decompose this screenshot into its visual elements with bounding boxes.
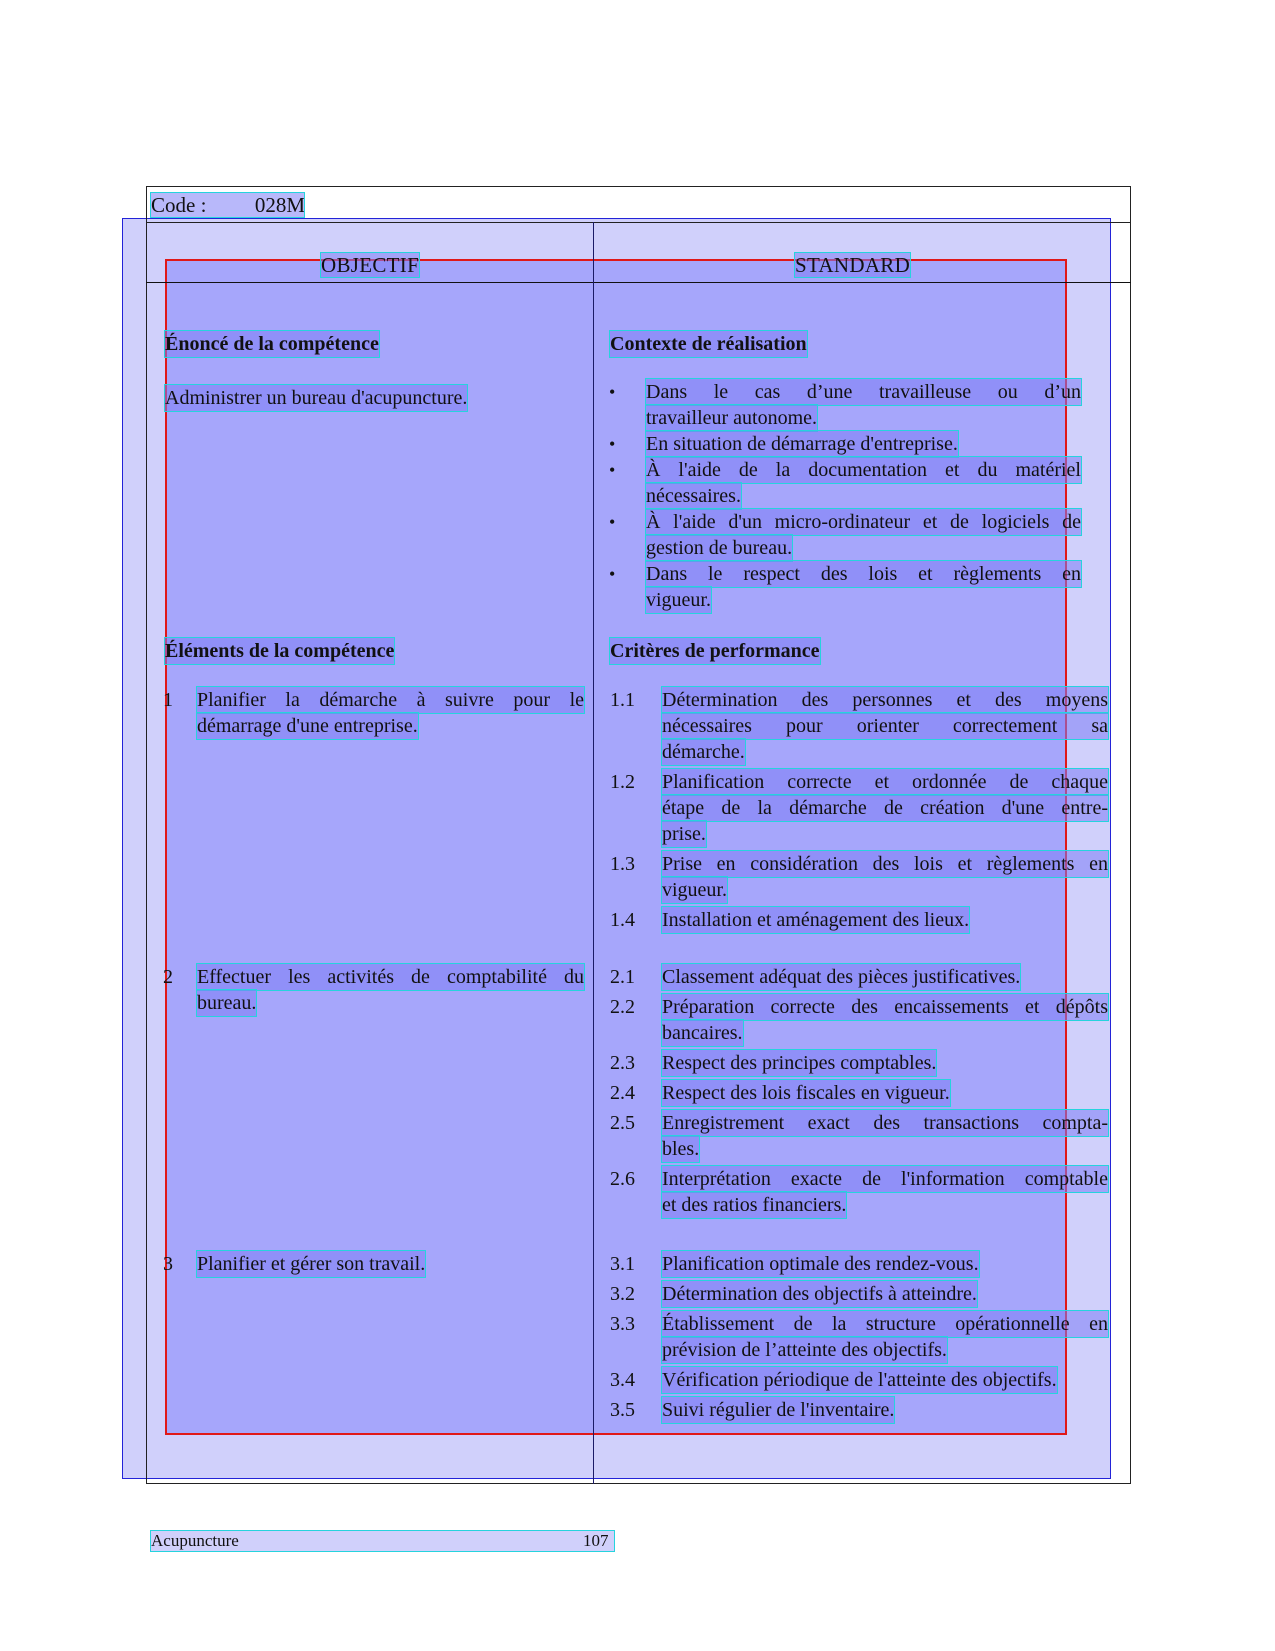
- bullet-icon: •: [609, 434, 616, 454]
- critere-number: 1.1: [610, 689, 635, 711]
- critere-number: 1.2: [610, 771, 635, 793]
- contexte-line: travailleur autonome.: [646, 407, 818, 429]
- critere-line: nécessaires pour orienter correctement sa: [662, 715, 1108, 737]
- contexte-line: vigueur.: [646, 589, 711, 611]
- critere-line: Suivi régulier de l'inventaire.: [662, 1399, 895, 1421]
- critere-number: 2.1: [610, 966, 635, 988]
- code-divider: [146, 222, 1131, 223]
- contexte-title: Contexte de réalisation: [610, 333, 807, 355]
- critere-number: 2.6: [610, 1168, 635, 1190]
- bullet-icon: •: [609, 512, 616, 532]
- header-standard: STANDARD: [795, 253, 911, 277]
- element-number: 1: [163, 689, 173, 711]
- critere-line: Planification correcte et ordonnée de chaque: [662, 771, 1108, 793]
- critere-line: étape de la démarche de création d'une entre-: [662, 797, 1108, 819]
- critere-number: 1.3: [610, 853, 635, 875]
- code-label: Code :: [151, 193, 207, 217]
- bullet-icon: •: [609, 460, 616, 480]
- element-line: Planifier la démarche à suivre pour le: [197, 689, 584, 711]
- bullet-icon: •: [609, 382, 616, 402]
- critere-number: 2.4: [610, 1082, 635, 1104]
- contexte-line: En situation de démarrage d'entreprise.: [646, 433, 958, 455]
- element-line: Planifier et gérer son travail.: [197, 1253, 426, 1275]
- critere-line: démarche.: [662, 741, 745, 763]
- bullet-icon: •: [609, 564, 616, 584]
- criteres-title: Critères de performance: [610, 640, 820, 662]
- critere-line: prévision de l’atteinte des objectifs.: [662, 1339, 947, 1361]
- critere-line: Planification optimale des rendez-vous.: [662, 1253, 979, 1275]
- critere-line: Respect des lois fiscales en vigueur.: [662, 1082, 950, 1104]
- footer-title: Acupuncture: [151, 1531, 239, 1550]
- critere-line: bancaires.: [662, 1022, 743, 1044]
- critere-line: et des ratios financiers.: [662, 1194, 847, 1216]
- critere-number: 3.3: [610, 1313, 635, 1335]
- element-number: 3: [163, 1253, 173, 1275]
- critere-line: Enregistrement exact des transactions compta-: [662, 1112, 1108, 1134]
- critere-line: Préparation correcte des encaissements et dépôts: [662, 996, 1108, 1018]
- critere-line: bles.: [662, 1138, 700, 1160]
- code-value: 028M: [254, 193, 306, 217]
- critere-line: Établissement de la structure opérationnelle en: [662, 1313, 1108, 1335]
- critere-line: Détermination des personnes et des moyens: [662, 689, 1108, 711]
- critere-line: Détermination des objectifs à atteindre.: [662, 1283, 977, 1305]
- enonce-title: Énoncé de la compétence: [165, 333, 379, 355]
- critere-number: 2.5: [610, 1112, 635, 1134]
- contexte-line: nécessaires.: [646, 485, 741, 507]
- contexte-line: À l'aide de la documentation et du matériel: [646, 459, 1081, 481]
- critere-line: prise.: [662, 823, 706, 845]
- enonce-text: Administrer un bureau d'acupuncture.: [165, 387, 468, 409]
- critere-line: Classement adéquat des pièces justificatives.: [662, 966, 1021, 988]
- element-number: 2: [163, 966, 173, 988]
- critere-number: 3.1: [610, 1253, 635, 1275]
- critere-line: Installation et aménagement des lieux.: [662, 909, 970, 931]
- critere-line: Interprétation exacte de l'information comptable: [662, 1168, 1108, 1190]
- element-line: bureau.: [197, 992, 257, 1014]
- page-number: 107: [583, 1531, 609, 1550]
- critere-line: Prise en considération des lois et règlements en: [662, 853, 1108, 875]
- element-line: Effectuer les activités de comptabilité du: [197, 966, 584, 988]
- critere-line: Vérification périodique de l'atteinte des objectifs.: [662, 1369, 1057, 1391]
- contexte-line: Dans le respect des lois et règlements en: [646, 563, 1081, 585]
- critere-number: 1.4: [610, 909, 635, 931]
- contexte-line: Dans le cas d’une travailleuse ou d’un: [646, 381, 1081, 403]
- code-field: [151, 193, 304, 217]
- critere-line: Respect des principes comptables.: [662, 1052, 937, 1074]
- critere-number: 3.2: [610, 1283, 635, 1305]
- critere-number: 3.5: [610, 1399, 635, 1421]
- critere-number: 3.4: [610, 1369, 635, 1391]
- elements-title: Éléments de la compétence: [165, 640, 395, 662]
- critere-number: 2.2: [610, 996, 635, 1018]
- header-divider: [146, 282, 1131, 283]
- critere-line: vigueur.: [662, 879, 727, 901]
- contexte-line: gestion de bureau.: [646, 537, 793, 559]
- critere-number: 2.3: [610, 1052, 635, 1074]
- column-divider: [593, 222, 594, 1484]
- element-line: démarrage d'une entreprise.: [197, 715, 418, 737]
- header-objectif: OBJECTIF: [321, 253, 420, 277]
- contexte-line: À l'aide d'un micro-ordinateur et de logiciels de: [646, 511, 1081, 533]
